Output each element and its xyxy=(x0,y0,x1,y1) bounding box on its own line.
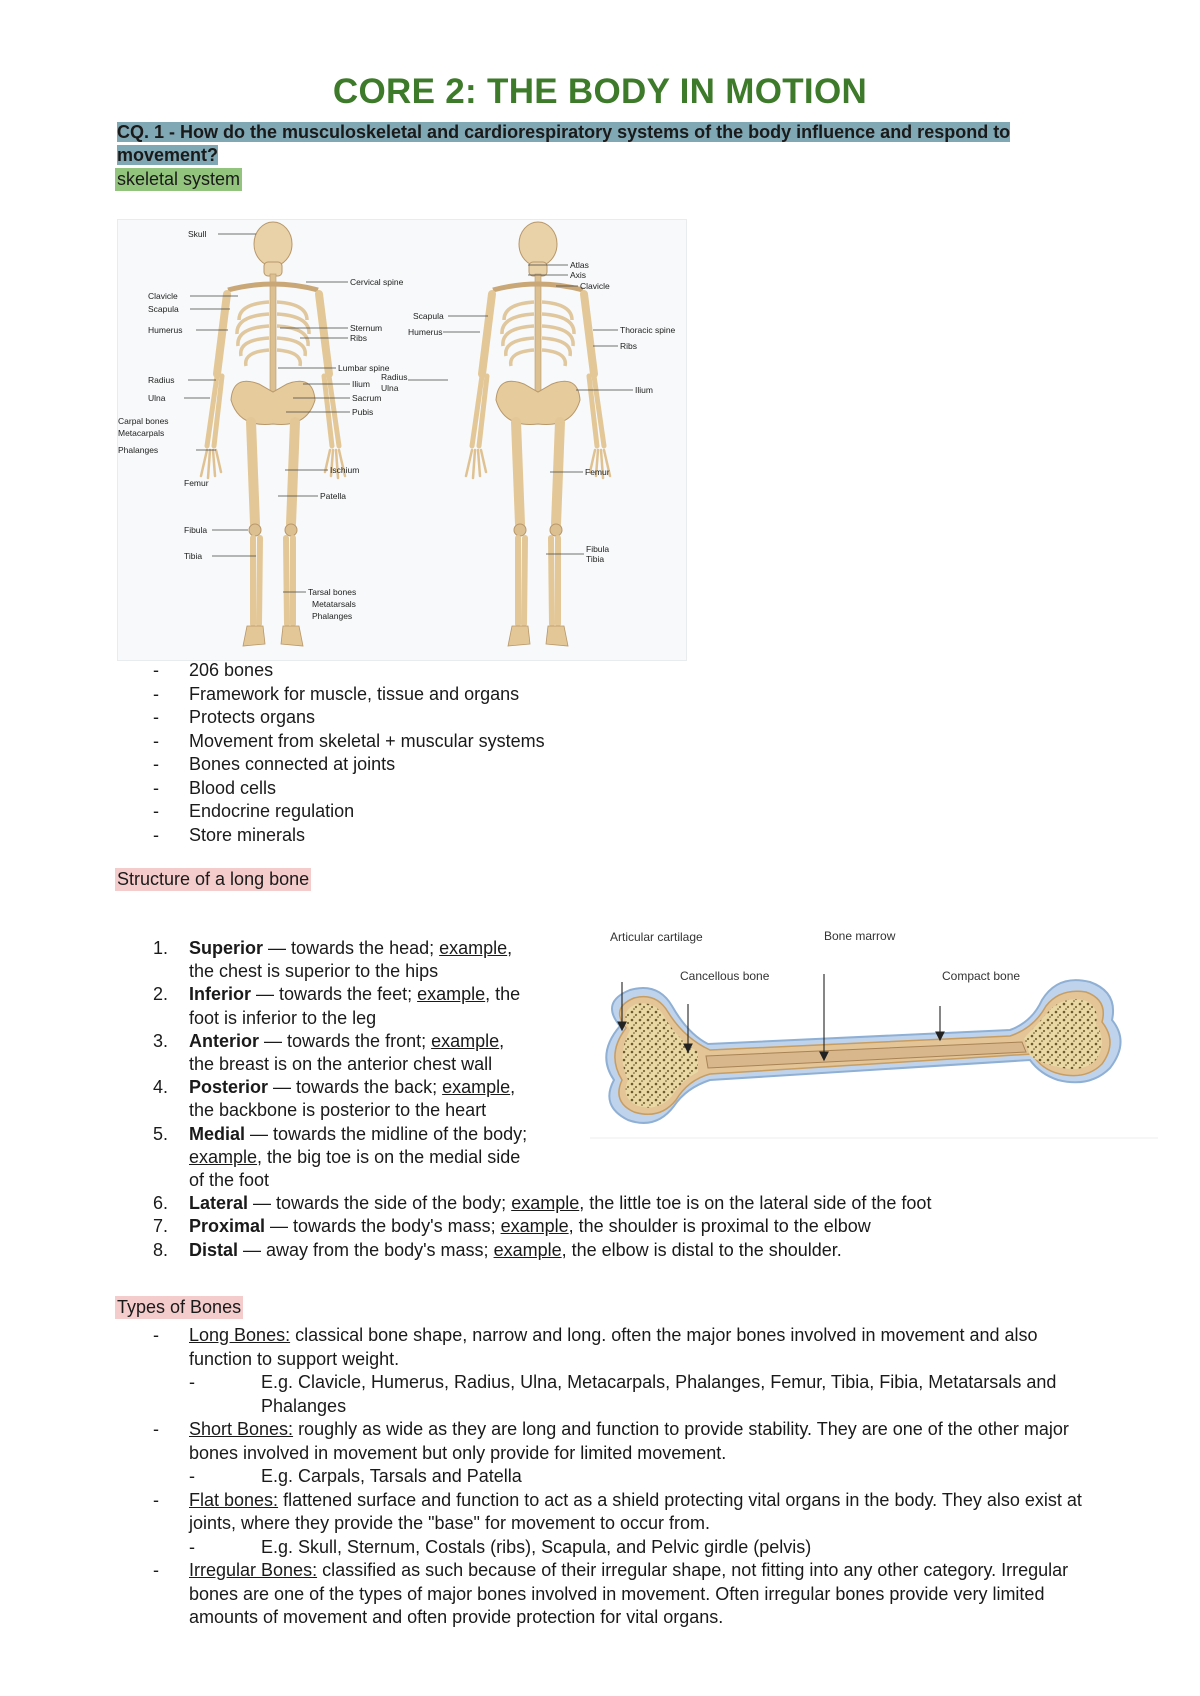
example-item: - E.g. Skull, Sternum, Costals (ribs), Scapula, and Pelvic girdle (pelvis) xyxy=(189,1536,812,1557)
label-ischium: Ischium xyxy=(330,465,360,475)
list-item: 6. Lateral — towards the side of the body; example, the little toe is on the lateral side of the foot xyxy=(153,1193,932,1214)
label-radius-back: Radius xyxy=(381,372,408,382)
list-item: - Framework for muscle, tissue and organs xyxy=(153,683,520,704)
example-item: - E.g. Carpals, Tarsals and Patella xyxy=(189,1466,522,1486)
list-item: 1. Superior — towards the head; example, xyxy=(153,938,513,958)
label-ulna: Ulna xyxy=(148,393,166,403)
list-item: example, the big toe is on the medial side xyxy=(189,1146,521,1167)
list-item: foot is inferior to the leg xyxy=(189,1007,377,1028)
label-ilium-back: Ilium xyxy=(635,385,653,395)
list-item: - Flat bones: flattened surface and function to act as a shield protecting vital organs in the body. They also exist at joints, where they provide the "base" for movement to occur from. - E.g. Skull, Sternum, Costals (ribs), Scapula, and Pelvic girdle (pelvis) xyxy=(117,1489,1097,1560)
label-humerus-back: Humerus xyxy=(408,327,443,337)
bone-types-list xyxy=(117,1324,1097,1630)
types-of-bones-heading: Types of Bones xyxy=(117,1297,242,1317)
label-cancellous-bone: Cancellous bone xyxy=(680,969,770,983)
label-fibula: Fibula xyxy=(184,525,208,535)
list-item: of the foot xyxy=(189,1170,270,1191)
core-question-text: CQ. 1 - How do the musculoskeletal and cardiorespiratory systems of the body influence and respond to movement? xyxy=(117,122,1011,165)
list-item: - Movement from skeletal + muscular systems xyxy=(153,730,545,751)
label-bone-marrow: Bone marrow xyxy=(824,930,896,943)
label-ilium: Ilium xyxy=(352,379,370,389)
label-femur-back: Femur xyxy=(585,467,610,477)
label-phalanges-hand: Phalanges xyxy=(118,445,159,455)
label-scapula-back: Scapula xyxy=(413,311,444,321)
list-item: 8. Distal — away from the body's mass; example, the elbow is distal to the shoulder. xyxy=(153,1239,842,1260)
label-patella: Patella xyxy=(320,491,346,501)
label-atlas: Atlas xyxy=(570,260,589,270)
skeleton-front-view xyxy=(201,222,345,646)
label-metatarsals: Metatarsals xyxy=(312,599,356,609)
long-bone-heading: Structure of a long bone xyxy=(117,869,310,889)
list-item: the chest is superior to the hips xyxy=(189,961,439,982)
label-sternum: Sternum xyxy=(350,323,383,333)
core-question xyxy=(117,121,1017,167)
list-item: - Irregular Bones: classified as such because of their irregular shape, not fitting into any other category. Irregular bones are one of the types of major bones involved in movement. Often irregular bones provide very limited amounts of movement and often provide protection for vital organs. xyxy=(153,1560,1069,1627)
label-tarsal-bones: Tarsal bones xyxy=(308,587,357,597)
list-item: - Endocrine regulation xyxy=(153,801,355,821)
list-item: - Short Bones: roughly as wide as they are long and function to provide stability. They are one of the other major bones involved in movement but only provide for limited movement. - E.g. Carpals, Tarsals and Patella xyxy=(117,1418,1097,1489)
list-item: - Protects organs xyxy=(153,707,316,727)
label-lumbar-spine: Lumbar spine xyxy=(338,363,390,373)
label-clavicle: Clavicle xyxy=(148,291,178,301)
label-articular-cartilage: Articular cartilage xyxy=(610,930,703,944)
label-compact-bone: Compact bone xyxy=(942,969,1021,983)
label-phalanges-foot: Phalanges xyxy=(312,611,353,621)
label-cervical-spine: Cervical spine xyxy=(350,277,404,287)
label-tibia-back: Tibia xyxy=(586,554,605,564)
label-radius: Radius xyxy=(148,375,175,385)
label-ribs-back: Ribs xyxy=(620,341,638,351)
label-femur: Femur xyxy=(184,478,209,488)
list-item: - Blood cells xyxy=(153,777,277,798)
skeleton-figure xyxy=(117,219,687,661)
list-item: 5. Medial — towards the midline of the body; xyxy=(153,1123,528,1144)
directional-terms-list xyxy=(117,937,931,1262)
list-item: - Store minerals xyxy=(153,824,306,845)
list-item: 2. Inferior — towards the feet; example, the xyxy=(153,984,521,1005)
page-title: CORE 2: THE BODY IN MOTION xyxy=(332,72,868,111)
label-ulna-back: Ulna xyxy=(381,383,399,393)
label-pubis: Pubis xyxy=(352,407,374,417)
list-item: the backbone is posterior to the heart xyxy=(189,1100,487,1121)
label-scapula: Scapula xyxy=(148,304,179,314)
label-carpal-bones: Carpal bones xyxy=(118,416,169,426)
label-fibula-back: Fibula xyxy=(586,544,610,554)
list-item: 7. Proximal — towards the body's mass; example, the shoulder is proximal to the elbow xyxy=(153,1216,871,1237)
skeleton-diagram xyxy=(118,220,686,660)
list-item: 4. Posterior — towards the back; example, xyxy=(153,1077,516,1098)
list-item: - Bones connected at joints xyxy=(153,754,396,774)
example-item: - E.g. Clavicle, Humerus, Radius, Ulna, Metacarpals, Phalanges, Femur, Tibia, Fibia, Metatarsals and Phalanges xyxy=(189,1372,1057,1416)
skeletal-system-heading: skeletal system xyxy=(117,169,241,189)
label-skull: Skull xyxy=(188,229,207,239)
label-thoracic-spine: Thoracic spine xyxy=(620,325,676,335)
list-item: 3. Anterior — towards the front; example, xyxy=(153,1030,505,1051)
label-ribs: Ribs xyxy=(350,333,368,343)
label-tibia: Tibia xyxy=(184,551,203,561)
label-axis: Axis xyxy=(570,270,587,280)
label-metacarpals: Metacarpals xyxy=(118,428,165,438)
label-humerus: Humerus xyxy=(148,325,183,335)
list-item: the breast is on the anterior chest wall xyxy=(189,1054,493,1075)
list-item: - 206 bones xyxy=(153,660,274,680)
skeletal-facts-list xyxy=(117,659,545,847)
label-sacrum: Sacrum xyxy=(352,393,382,403)
label-clavicle-back: Clavicle xyxy=(580,281,610,291)
list-item: - Long Bones: classical bone shape, narrow and long. often the major bones involved in movement and also function to support weight. - E.g. Clavicle, Humerus, Radius, Ulna, Metacarpals, Phalanges, Femur, Tibia, Fibia, Metatarsals and Phalanges xyxy=(117,1324,1097,1418)
